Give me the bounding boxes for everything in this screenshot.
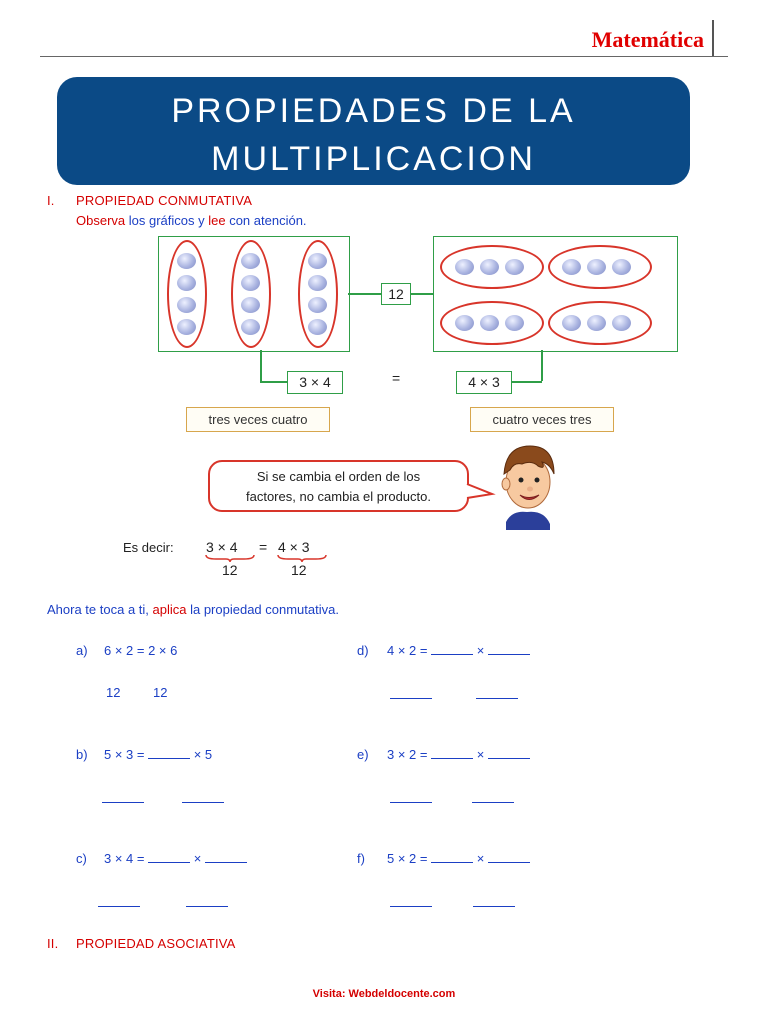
answer-blank[interactable]: [98, 896, 140, 907]
answer-blank[interactable]: [473, 896, 515, 907]
exercise-b-row: [104, 747, 212, 762]
answer-blank[interactable]: [488, 748, 530, 759]
connector-line: [348, 293, 381, 295]
exercise-c-text: 3 × 4 =: [104, 851, 149, 866]
title-line-1: PROPIEDADES DE LA: [171, 92, 576, 130]
right-expression-box: 4 × 3: [456, 371, 512, 394]
answer-blank[interactable]: [186, 896, 228, 907]
exercise-a-result-2: 12: [153, 685, 168, 700]
practice-intro: [47, 602, 339, 617]
equation-left: 3 × 4: [206, 539, 238, 555]
counter-ball: [177, 275, 196, 291]
header-vertical-rule: [712, 20, 714, 56]
counter-ball: [177, 253, 196, 269]
counter-ball: [480, 315, 499, 331]
counter-ball: [480, 259, 499, 275]
counter-ball: [241, 275, 260, 291]
section-1-instruction: [76, 213, 307, 228]
exercise-d-times: ×: [473, 643, 488, 658]
connector-line: [541, 350, 543, 381]
left-caption: tres veces cuatro: [186, 407, 330, 432]
exercise-c-row: [104, 851, 247, 866]
equal-sign: =: [392, 370, 401, 386]
practice-intro-part-3: la propiedad conmutativa.: [186, 602, 339, 617]
practice-intro-part-1: Ahora te toca a ti,: [47, 602, 153, 617]
exercise-f-row: [387, 851, 530, 866]
exercise-f-label: f): [357, 851, 365, 866]
counter-ball: [241, 297, 260, 313]
counter-ball: [587, 315, 606, 331]
practice-intro-aplica: aplica: [152, 602, 187, 617]
counter-ball: [308, 253, 327, 269]
counter-ball: [612, 259, 631, 275]
exercise-e-label: e): [357, 747, 369, 762]
footer-link[interactable]: Visita: Webdeldocente.com: [312, 988, 456, 1000]
counter-ball: [177, 319, 196, 335]
instruction-lee: lee: [208, 213, 226, 228]
answer-blank[interactable]: [488, 852, 530, 863]
counter-ball: [241, 253, 260, 269]
connector-line: [260, 381, 287, 383]
answer-blank[interactable]: [148, 852, 190, 863]
header-rule: [40, 56, 728, 57]
exercise-d-text: 4 × 2 =: [387, 643, 432, 658]
section-1-number: I.: [47, 193, 55, 208]
exercise-c-label: c): [76, 851, 87, 866]
instruction-observa: Observa: [76, 213, 126, 228]
exercise-d-row: [387, 643, 530, 658]
es-decir-label: Es decir:: [123, 540, 174, 555]
answer-blank[interactable]: [205, 852, 247, 863]
counter-ball: [505, 259, 524, 275]
title-line-2: MULTIPLICACION: [211, 140, 536, 178]
answer-blank[interactable]: [431, 644, 473, 655]
counter-ball: [308, 319, 327, 335]
exercise-b-text: 5 × 3 =: [104, 747, 149, 762]
connector-line: [260, 350, 262, 381]
answer-blank[interactable]: [148, 748, 190, 759]
exercise-c-times: ×: [190, 851, 205, 866]
equation-right: 4 × 3: [278, 539, 310, 555]
right-group-panel: [433, 236, 678, 352]
exercise-a-result-1: 12: [106, 685, 121, 700]
counter-ball: [241, 319, 260, 335]
exercise-f-times: ×: [473, 851, 488, 866]
equation-left-result: 12: [222, 562, 238, 578]
speech-bubble: [208, 460, 469, 512]
exercise-e-times: ×: [473, 747, 488, 762]
counter-ball: [308, 275, 327, 291]
answer-blank[interactable]: [431, 748, 473, 759]
section-2-heading: PROPIEDAD ASOCIATIVA: [76, 936, 236, 951]
counter-ball: [562, 315, 581, 331]
product-box: 12: [381, 283, 411, 305]
right-caption: cuatro veces tres: [470, 407, 614, 432]
subject-label: Matemática: [591, 27, 704, 52]
bubble-line-2: factores, no cambia el producto.: [246, 489, 431, 504]
boy-character-icon: [492, 440, 562, 530]
counter-ball: [455, 259, 474, 275]
title-banner: [57, 77, 690, 185]
connector-line: [411, 293, 433, 295]
answer-blank[interactable]: [102, 792, 144, 803]
left-group-panel: [158, 236, 350, 352]
answer-blank[interactable]: [472, 792, 514, 803]
exercise-e-row: [387, 747, 530, 762]
answer-blank[interactable]: [476, 688, 518, 699]
counter-ball: [562, 259, 581, 275]
equation-equal: =: [259, 539, 268, 555]
counter-ball: [505, 315, 524, 331]
counter-ball: [455, 315, 474, 331]
exercise-e-text: 3 × 2 =: [387, 747, 432, 762]
answer-blank[interactable]: [488, 644, 530, 655]
section-1-heading: PROPIEDAD CONMUTATIVA: [76, 193, 253, 208]
exercise-b-times: × 5: [190, 747, 213, 762]
answer-blank[interactable]: [390, 688, 432, 699]
bubble-line-1: Si se cambia el orden de los: [256, 469, 421, 484]
answer-blank[interactable]: [431, 852, 473, 863]
exercise-a-label: a): [76, 643, 88, 658]
counter-ball: [308, 297, 327, 313]
left-expression-box: 3 × 4: [287, 371, 343, 394]
exercise-b-label: b): [76, 747, 88, 762]
counter-ball: [587, 259, 606, 275]
counter-ball: [177, 297, 196, 313]
connector-line: [512, 381, 542, 383]
answer-blank[interactable]: [390, 896, 432, 907]
equation-right-result: 12: [291, 562, 307, 578]
instruction-part-2: los gráficos y: [125, 213, 209, 228]
instruction-part-4: con atención.: [225, 213, 307, 228]
exercise-a-text: 6 × 2 = 2 × 6: [104, 643, 178, 658]
section-2-number: II.: [47, 936, 59, 951]
counter-ball: [612, 315, 631, 331]
answer-blank[interactable]: [390, 792, 432, 803]
exercise-f-text: 5 × 2 =: [387, 851, 432, 866]
exercise-d-label: d): [357, 643, 369, 658]
answer-blank[interactable]: [182, 792, 224, 803]
